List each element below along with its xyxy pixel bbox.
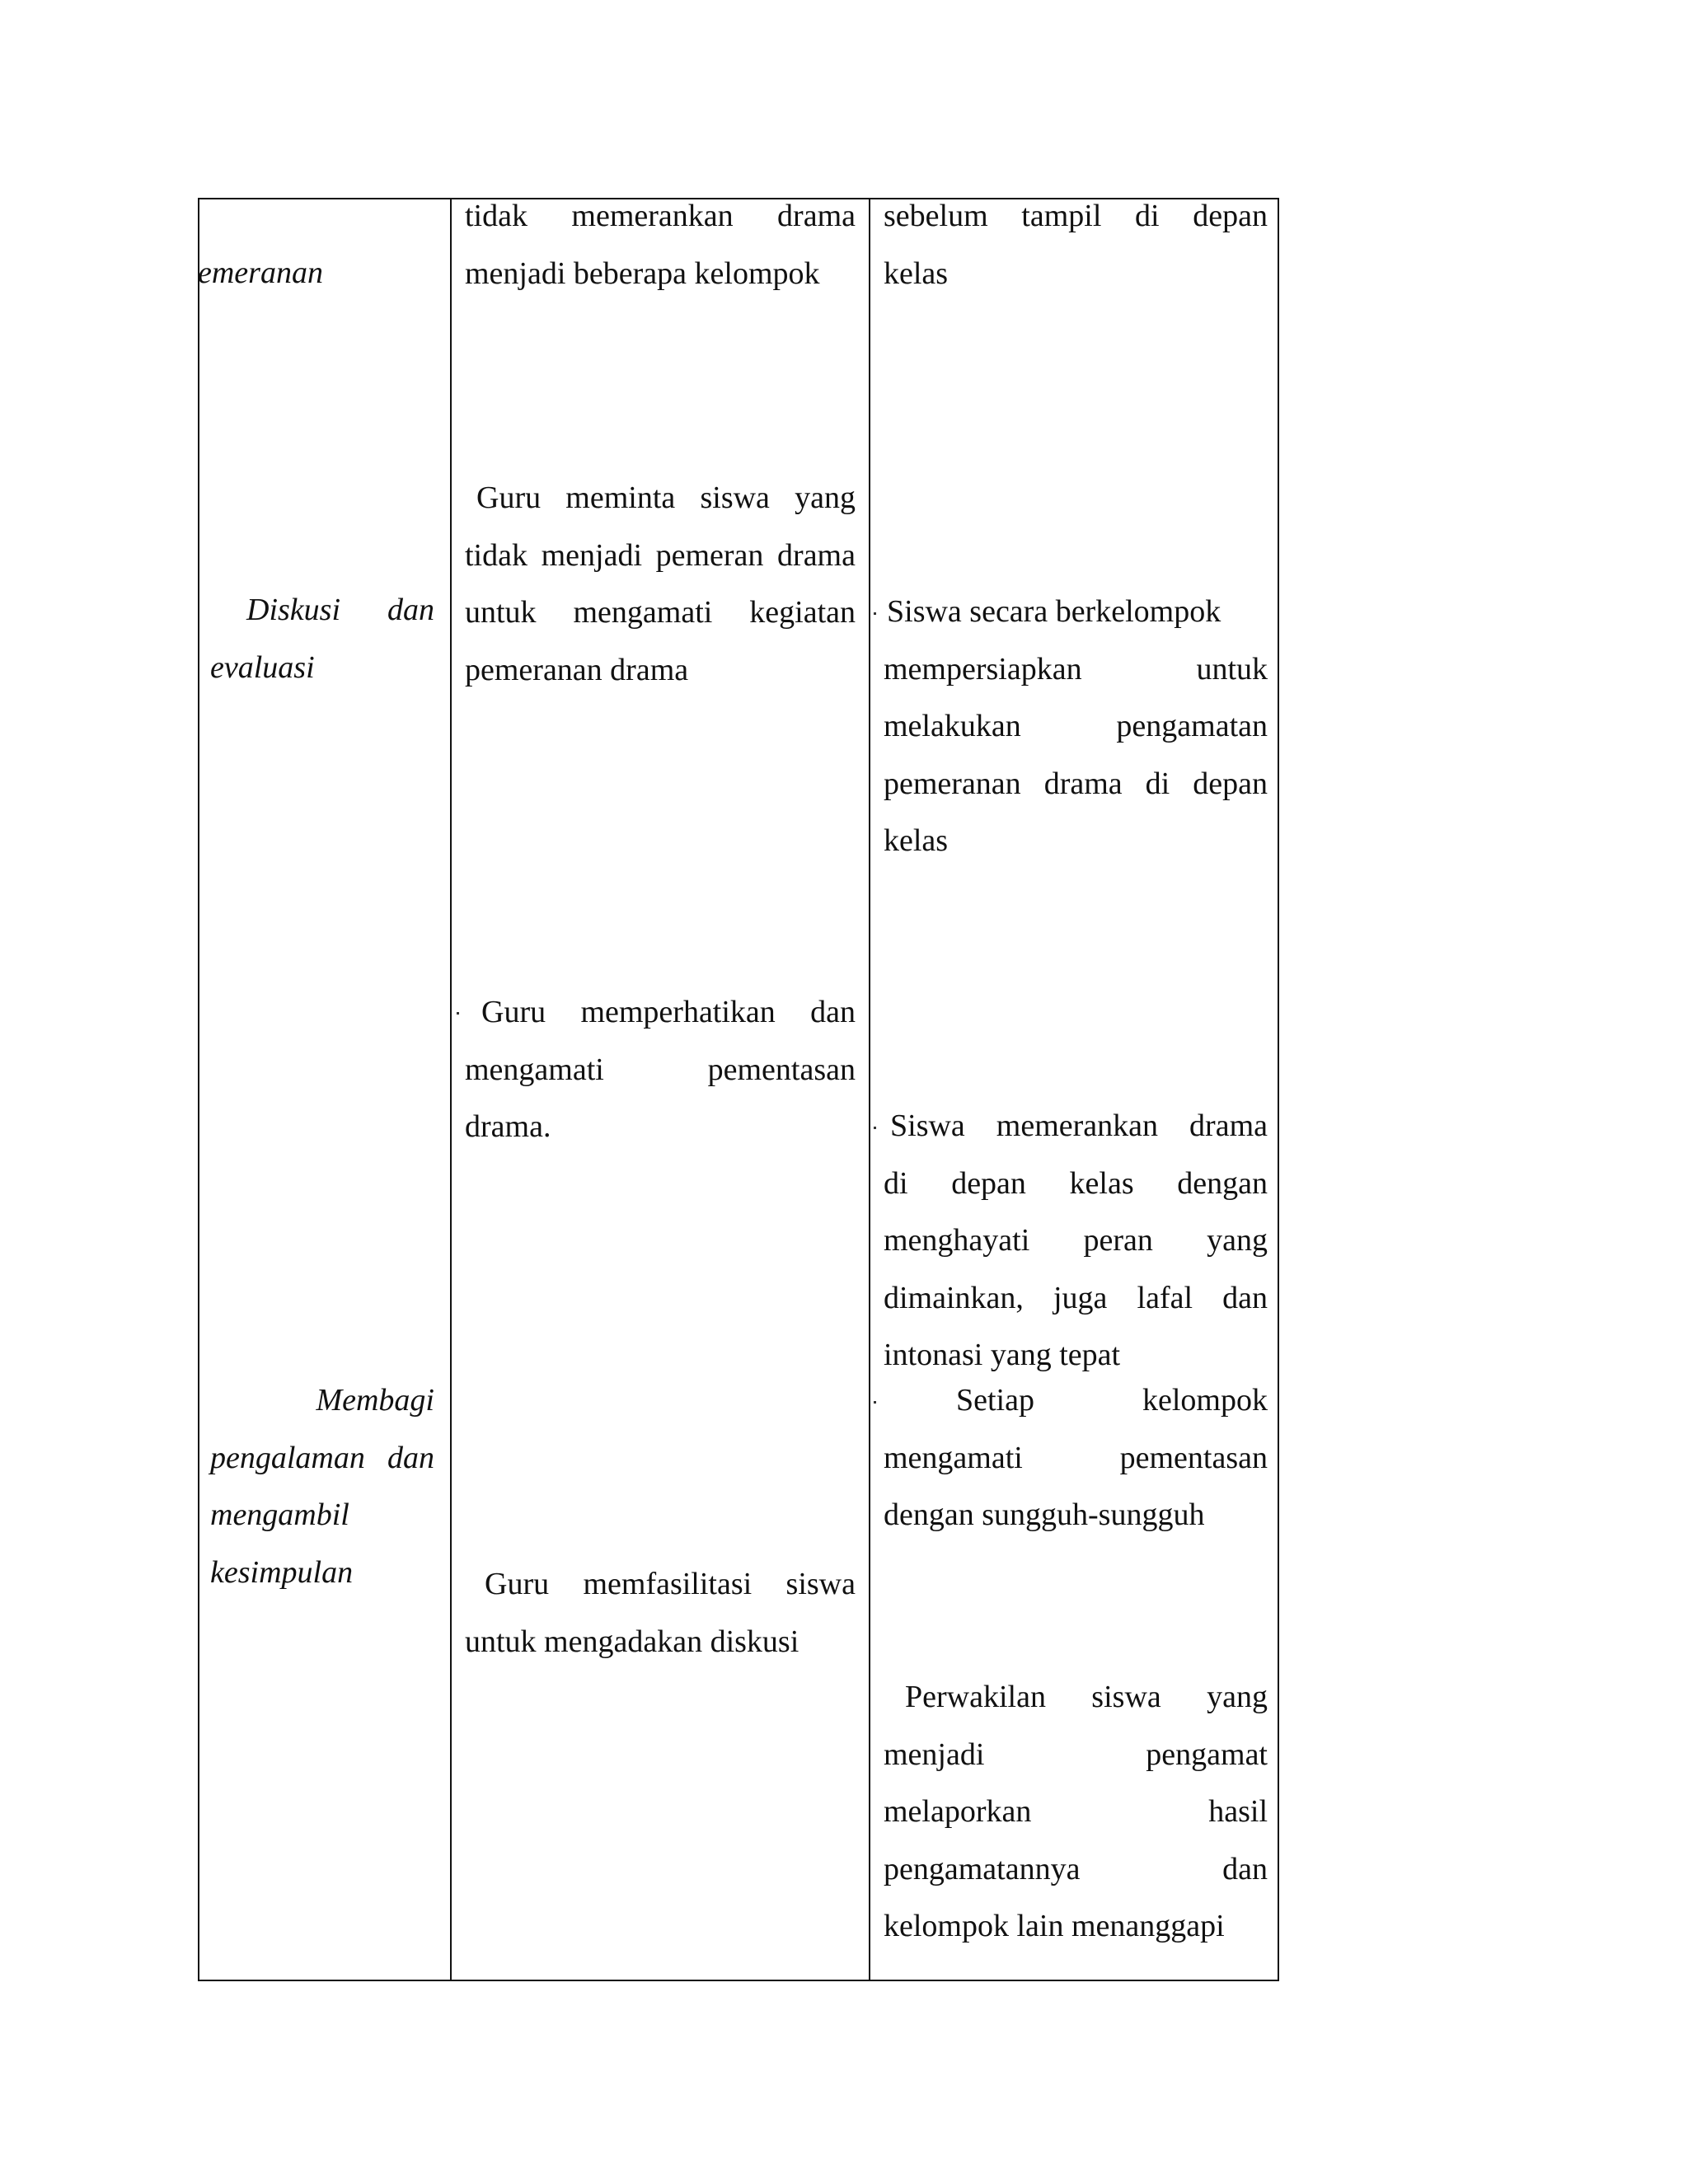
col3-item-siswa-memerankan: Siswa memerankan drama di depan kelas dengan menghayati peran yang dimainkan, juga lafal dan intonasi yang tepat — [884, 1108, 1268, 1372]
bullet-mark — [874, 1401, 876, 1404]
col2-continued-text: tidak memerankan drama menjadi beberapa kelompok — [465, 199, 856, 291]
col3-continued-text: sebelum tampil di depan kelas — [884, 199, 1268, 291]
col1-diskusi-line-1: Diskusi dan — [246, 593, 434, 627]
col1-membagi-line-2: pengalaman dan — [210, 1440, 434, 1475]
col1-membagi-line-4: kesimpulan — [210, 1554, 354, 1590]
col1-continued-label: emeranan — [198, 255, 323, 290]
col1-membagi-line-1: Membagi — [316, 1383, 434, 1418]
column-divider-2 — [869, 198, 870, 1981]
col3-item-perwakilan-siswa: Perwakilan siswa yang menjadi pengamat melaporkan hasil pengamatannya dan kelompok lain menanggapi — [884, 1680, 1268, 1943]
col1-diskusi-line-2: evaluasi — [210, 649, 315, 685]
col1-membagi-pengalaman — [210, 1372, 434, 1601]
column-divider-1 — [450, 198, 452, 1981]
col3-item-siswa-berkelompok: Siswa secara berkelompok mempersiapkan untuk melakukan pengamatan pemeranan drama di depan kelas — [884, 594, 1268, 858]
bullet-mark — [874, 1127, 876, 1129]
col2-item-guru-meminta: Guru meminta siswa yang tidak menjadi pemeran drama untuk mengamati kegiatan pemeranan drama — [465, 480, 856, 687]
bullet-mark — [874, 612, 876, 615]
bullet-mark — [457, 1012, 459, 1015]
col2-item-guru-memperhatikan: Guru memperhatikan dan mengamati pementasan drama. — [465, 995, 856, 1144]
col3-item-setiap-kelompok: Setiap kelompok mengamati pementasan dengan sungguh-sungguh — [884, 1383, 1268, 1532]
col2-item-guru-memfasilitasi: Guru memfasilitasi siswa untuk mengadakan diskusi — [465, 1567, 856, 1659]
col1-diskusi-evaluasi — [210, 582, 434, 696]
col1-membagi-line-3: mengambil — [210, 1497, 349, 1532]
